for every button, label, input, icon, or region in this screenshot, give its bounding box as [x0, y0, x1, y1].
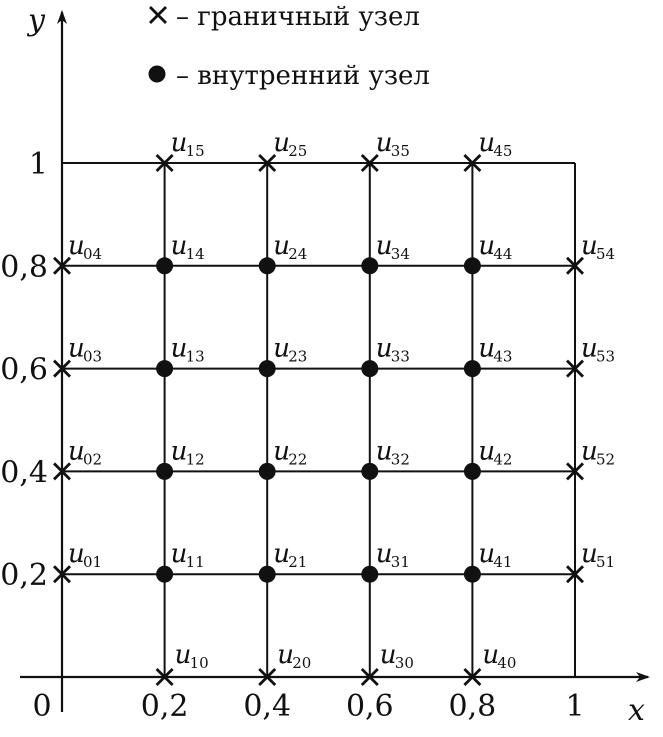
- node-label: u: [581, 539, 598, 570]
- nodes: [54, 128, 615, 685]
- node-label-subscript: 30: [394, 654, 414, 672]
- node-label: u: [375, 128, 393, 158]
- interior-node: [361, 231, 410, 274]
- interior-node: [156, 334, 205, 378]
- node-label: u: [482, 640, 500, 670]
- axes: [20, 3, 648, 728]
- node-label: u: [170, 128, 188, 158]
- interior-node: [156, 436, 205, 480]
- node-label: u: [379, 640, 397, 670]
- node-label: u: [375, 436, 393, 467]
- node-label-subscript: 21: [288, 553, 308, 572]
- node-label-subscript: 23: [288, 347, 308, 366]
- node-label: u: [174, 640, 192, 670]
- interior-node: [361, 539, 410, 583]
- node-label: u: [273, 436, 290, 467]
- interior-node: [361, 334, 410, 378]
- x-tick-label: 0,8: [448, 689, 497, 724]
- node-label-subscript: 10: [189, 654, 209, 672]
- interior-node: [259, 334, 308, 378]
- node-label: u: [170, 333, 188, 364]
- node-label-subscript: 53: [596, 347, 616, 366]
- interior-node: [156, 231, 205, 274]
- tick-labels: [0, 147, 584, 724]
- node-label: u: [478, 333, 496, 364]
- node-label-subscript: 20: [292, 654, 312, 672]
- node-label-subscript: 40: [497, 654, 517, 672]
- node-label-subscript: 33: [390, 347, 410, 366]
- node-label: u: [273, 539, 290, 570]
- node-label-subscript: 54: [596, 244, 616, 263]
- node-label: u: [375, 230, 393, 261]
- x-tick-label: 0,4: [243, 689, 292, 724]
- node-label-subscript: 04: [83, 244, 103, 263]
- grid-lines: [62, 163, 575, 677]
- node-label-subscript: 31: [390, 553, 410, 572]
- node-label: u: [375, 333, 393, 364]
- node-label-subscript: 34: [390, 244, 410, 263]
- x-axis-label: x: [628, 693, 645, 728]
- node-label: u: [68, 333, 85, 364]
- node-label-subscript: 41: [493, 553, 513, 572]
- node-label: u: [478, 436, 496, 467]
- legend-dot-icon: [149, 66, 166, 83]
- node-label: u: [581, 333, 598, 364]
- node-label-subscript: 32: [390, 450, 410, 469]
- y-tick-label: 0,2: [0, 558, 48, 594]
- node-label-subscript: 24: [288, 244, 308, 263]
- boundary-node: [362, 128, 410, 171]
- node-label: u: [273, 333, 290, 364]
- node-label: u: [478, 539, 496, 570]
- legend-boundary-label: – граничный узел: [176, 2, 420, 32]
- node-label-subscript: 45: [493, 142, 513, 160]
- node-label: u: [170, 539, 188, 570]
- interior-node: [464, 334, 513, 378]
- x-tick-label: 0: [32, 689, 52, 724]
- node-label-subscript: 13: [185, 347, 205, 366]
- node-label: u: [170, 436, 188, 467]
- interior-node: [259, 231, 308, 274]
- node-label-subscript: 42: [493, 450, 513, 469]
- legend-interior-label: – внутренний узел: [176, 61, 430, 91]
- y-tick-label: 0,6: [0, 352, 48, 388]
- node-label-subscript: 01: [83, 553, 103, 572]
- node-label: u: [581, 436, 598, 467]
- y-tick-label: 1: [28, 147, 48, 182]
- y-tick-label: 0,4: [0, 455, 48, 491]
- interior-node: [464, 436, 513, 480]
- node-label-subscript: 52: [596, 450, 616, 469]
- interior-node: [464, 231, 513, 274]
- x-tick-label: 0,6: [345, 689, 394, 724]
- node-label-subscript: 14: [185, 244, 205, 263]
- legend: [149, 2, 430, 91]
- node-label-subscript: 03: [83, 347, 103, 366]
- node-label-subscript: 51: [596, 553, 616, 572]
- node-label-subscript: 35: [390, 142, 410, 160]
- node-label-subscript: 12: [185, 450, 205, 469]
- x-tick-label: 0,2: [140, 689, 189, 724]
- node-label: u: [277, 640, 294, 670]
- node-label: u: [478, 128, 496, 158]
- x-tick-label: 1: [565, 689, 585, 724]
- boundary-node: [157, 128, 205, 171]
- node-label: u: [375, 539, 393, 570]
- interior-node: [259, 436, 308, 480]
- node-label-subscript: 15: [185, 142, 205, 160]
- node-label-subscript: 44: [493, 244, 513, 263]
- node-label-subscript: 43: [493, 347, 513, 366]
- node-label-subscript: 25: [288, 142, 308, 160]
- node-label: u: [273, 230, 290, 261]
- interior-node: [464, 539, 513, 583]
- node-label: u: [68, 539, 85, 570]
- interior-node: [361, 436, 410, 480]
- node-label: u: [170, 230, 188, 261]
- legend-cross-icon: [150, 7, 166, 23]
- interior-node: [156, 539, 205, 583]
- boundary-node: [464, 128, 512, 171]
- node-label: u: [581, 230, 598, 261]
- boundary-node: [259, 128, 307, 171]
- node-label-subscript: 22: [288, 450, 308, 469]
- node-label: u: [68, 436, 85, 467]
- interior-node: [259, 539, 308, 583]
- y-axis-label: y: [28, 3, 45, 38]
- node-label: u: [273, 128, 290, 158]
- y-tick-label: 0,8: [0, 249, 48, 285]
- node-label-subscript: 11: [185, 553, 205, 572]
- node-label-subscript: 02: [83, 450, 103, 469]
- node-label: u: [68, 230, 85, 261]
- node-label: u: [478, 230, 496, 261]
